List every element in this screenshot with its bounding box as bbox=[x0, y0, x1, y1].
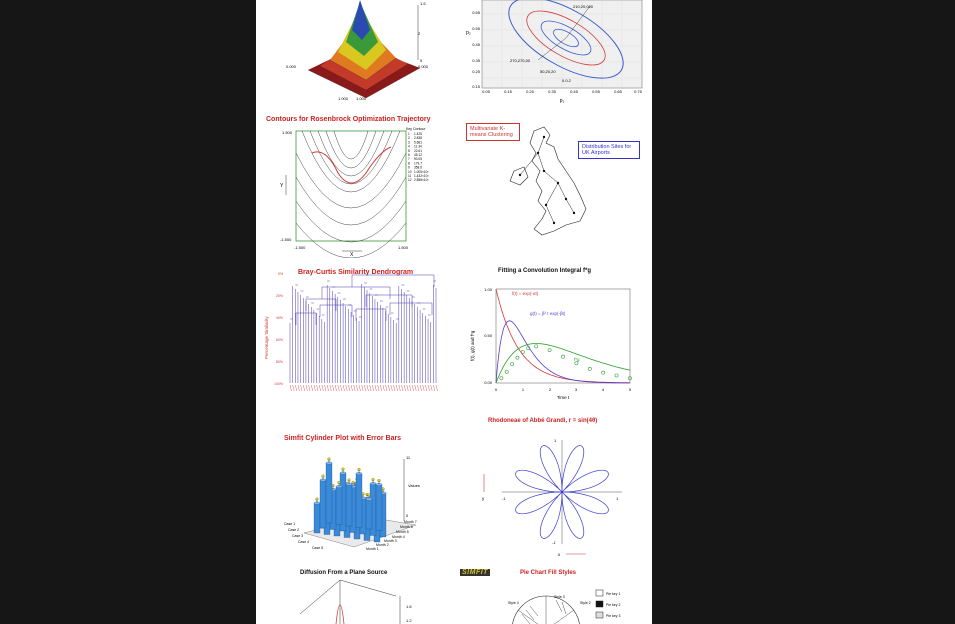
dendrogram-y-label: Percentage Similarity bbox=[264, 316, 269, 359]
rosenbrock-y-tick: -1.500 bbox=[280, 237, 292, 242]
dendrogram-y-tick: 100% bbox=[274, 382, 283, 386]
cylinder-bar bbox=[336, 487, 342, 525]
convolution-chart bbox=[462, 265, 652, 415]
dendrogram-leaf-label bbox=[311, 385, 313, 391]
diffusion-z-tick: 1.2 bbox=[406, 618, 412, 623]
cylinder-case-label: Case 3 bbox=[292, 534, 304, 538]
rosenbrock-key-value: 22.61 bbox=[414, 148, 422, 153]
rhodoneae-y-tick: -1 bbox=[552, 540, 556, 545]
rosenbrock-key-index: 6 bbox=[408, 153, 410, 157]
convolution-x-label: Time t bbox=[556, 395, 570, 400]
dendrogram-leaf-label bbox=[364, 385, 366, 391]
rosenbrock-key-value: 2.858×10³ bbox=[414, 178, 429, 183]
pie-title: Pie Chart Fill Styles bbox=[520, 570, 577, 576]
dendrogram-leaf-label bbox=[354, 385, 356, 391]
rosenbrock-title: Contours for Rosenbrock Optimization Trajectory bbox=[266, 116, 431, 123]
cylinder-month-label: Month 7 bbox=[404, 520, 417, 524]
rosenbrock-key-index: 10 bbox=[408, 169, 412, 174]
pie-legend-label: Pie key 2 bbox=[606, 603, 621, 607]
convolution-data-point bbox=[500, 377, 503, 380]
convolution-data-point bbox=[575, 362, 578, 365]
dendrogram-leaf-label bbox=[293, 385, 295, 391]
convolution-x-tick: 4 bbox=[601, 387, 605, 392]
rhodoneae-panel bbox=[462, 412, 652, 562]
cylinder-case-label: Case 1 bbox=[284, 522, 296, 526]
dendrogram-leaf-label bbox=[317, 385, 319, 391]
dendrogram-leaf-label bbox=[306, 385, 308, 391]
surface-x-label: 1.000 bbox=[356, 96, 367, 101]
cylinder-z-tick: 11 bbox=[406, 455, 411, 460]
convolution-legend-fg: f*g bbox=[574, 357, 580, 362]
convolution-legend-g: g(t) = β² t exp(-βt) bbox=[530, 311, 566, 316]
rhodoneae-title: Rhodoneae of Abbé Grandi, r = sin(4θ) bbox=[488, 418, 598, 424]
contour-annotation: 0.0.2 bbox=[562, 78, 571, 83]
dendrogram-leaf-label bbox=[423, 385, 425, 391]
cylinder-month-label: Month 5 bbox=[396, 530, 409, 534]
convolution-data-point bbox=[602, 371, 605, 374]
contour-x-tick: 0.05 bbox=[482, 89, 490, 94]
convolution-data-point bbox=[615, 374, 618, 377]
dendrogram-leaf-label bbox=[407, 385, 409, 391]
pie-style-label: Style 2 bbox=[580, 601, 591, 605]
dendrogram-leaf-label bbox=[343, 385, 345, 391]
surface-z-label: 2 bbox=[418, 31, 421, 36]
dendrogram-y-tick: 0% bbox=[278, 272, 284, 276]
dendrogram-leaf-label bbox=[431, 385, 433, 391]
dendrogram-leaf-label bbox=[396, 385, 398, 391]
dendrogram-leaf-label bbox=[356, 385, 358, 391]
dendrogram-leaf-label bbox=[417, 385, 419, 391]
cylinder-month-label: Month 2 bbox=[376, 543, 389, 547]
diffusion-panel bbox=[256, 566, 456, 624]
contour-x-tick: 0.15 bbox=[504, 89, 512, 94]
surface-z-label: 1.5 bbox=[420, 1, 426, 6]
rosenbrock-key-index: 12 bbox=[408, 178, 412, 183]
contour-y-tick: 0.65 bbox=[472, 10, 480, 15]
convolution-x-tick: 3 bbox=[574, 387, 578, 392]
dendrogram-leaf-label bbox=[428, 385, 430, 391]
convolution-data-point bbox=[505, 370, 508, 373]
contour-y-tick: 0.55 bbox=[472, 26, 480, 31]
rosenbrock-key-value: 179.7 bbox=[414, 161, 422, 166]
dendrogram-title: Bray-Curtis Similarity Dendrogram bbox=[298, 269, 414, 276]
rosenbrock-key-index: 9 bbox=[408, 165, 410, 170]
rosenbrock-x-tick: -1.500 bbox=[294, 245, 306, 250]
dendrogram-leaf-label bbox=[415, 385, 417, 391]
dendrogram-leaf-label bbox=[378, 385, 380, 391]
cylinder-case-label: Case 5 bbox=[312, 546, 324, 550]
dendrogram-leaf-label bbox=[436, 385, 438, 391]
dendrogram-leaf-label bbox=[370, 385, 372, 391]
cylinder-bar bbox=[356, 474, 362, 528]
dendrogram-leaf-label bbox=[375, 385, 377, 391]
pie-legend-label: Pie key 1 bbox=[606, 592, 621, 596]
probability-contour-panel bbox=[458, 0, 652, 105]
cylinder-bar bbox=[366, 499, 372, 529]
rosenbrock-key-value: 1.425 bbox=[414, 132, 422, 136]
probability-contour-plot bbox=[458, 0, 652, 105]
dendrogram-leaf-label bbox=[348, 385, 350, 391]
contour-x-tick: 0.25 bbox=[526, 89, 534, 94]
convolution-y-label: f(t), g(t) and f*g bbox=[470, 330, 475, 361]
cylinder-month-label: Month 1 bbox=[366, 547, 379, 551]
rosenbrock-key-value: 45.12 bbox=[414, 153, 422, 157]
dendrogram-leaf-label bbox=[290, 385, 292, 391]
rosenbrock-key-value: 1.005×10³ bbox=[414, 169, 429, 174]
convolution-y-tick: 1.00 bbox=[484, 287, 492, 292]
rosenbrock-x-tick: 1.500 bbox=[398, 245, 409, 250]
pie-panel bbox=[456, 566, 652, 624]
cylinder-plot bbox=[256, 425, 456, 565]
figure-gallery-sheet bbox=[256, 0, 652, 624]
dendrogram-leaf-label bbox=[399, 385, 401, 391]
rosenbrock-key-value: 358.6 bbox=[414, 165, 422, 170]
rosenbrock-key-index: 7 bbox=[408, 157, 410, 162]
rosenbrock-key-index: 5 bbox=[408, 148, 410, 153]
convolution-data-point bbox=[521, 350, 524, 353]
dendrogram-leaf-label bbox=[332, 385, 334, 391]
dendrogram-leaf-label bbox=[340, 385, 342, 391]
cylinder-month-label: Month 6 bbox=[400, 525, 413, 529]
dendrogram-leaf-label bbox=[412, 385, 414, 391]
convolution-x-tick: 5 bbox=[628, 387, 632, 392]
rhodoneae-x-label: x bbox=[558, 552, 561, 557]
dendrogram-leaf-label bbox=[388, 385, 390, 391]
rosenbrock-key-index: 8 bbox=[408, 161, 410, 166]
convolution-x-tick: 1 bbox=[521, 387, 525, 392]
dendrogram-panel bbox=[256, 265, 456, 415]
convolution-data-point bbox=[588, 367, 591, 370]
cylinder-bar bbox=[346, 484, 352, 526]
convolution-y-tick: 0.00 bbox=[484, 380, 492, 385]
diffusion-title: Diffusion From a Plane Source bbox=[300, 570, 388, 576]
convolution-series-line bbox=[496, 321, 630, 383]
rosenbrock-plot bbox=[256, 113, 456, 258]
dendrogram-leaf-label bbox=[325, 385, 327, 391]
contour-annotation: 50,20,20 bbox=[540, 69, 556, 74]
dendrogram-leaf-label bbox=[401, 385, 403, 391]
dendrogram-leaf-label bbox=[314, 385, 316, 391]
dendrogram-leaf-label bbox=[351, 385, 353, 391]
dendrogram-leaf-label bbox=[391, 385, 393, 391]
contour-y-tick: 0.25 bbox=[472, 69, 480, 74]
dendrogram-leaf-label bbox=[394, 385, 396, 391]
cylinder-bar bbox=[376, 485, 382, 531]
contour-annotation: 270,270,00 bbox=[510, 58, 531, 63]
dendrogram-leaf-label bbox=[362, 385, 364, 391]
rhodoneae-x-tick: 1 bbox=[616, 496, 619, 501]
convolution-data-point bbox=[535, 345, 538, 348]
convolution-title: Fitting a Convolution Integral f*g bbox=[498, 268, 591, 274]
rosenbrock-key-index: 1 bbox=[408, 132, 410, 136]
convolution-x-tick: 0 bbox=[494, 387, 498, 392]
convolution-data-point bbox=[516, 356, 519, 359]
dendrogram-leaf-label bbox=[327, 385, 329, 391]
contour-x-tick: 0.75 bbox=[634, 89, 642, 94]
cylinder-bar bbox=[326, 463, 332, 523]
rosenbrock-key-value: 1.432×10³ bbox=[414, 174, 429, 178]
contour-x-tick: 0.55 bbox=[592, 89, 600, 94]
dendrogram-leaf-label bbox=[383, 385, 385, 391]
contour-x-axis-label: p₁ bbox=[559, 98, 565, 104]
convolution-x-tick: 2 bbox=[548, 387, 552, 392]
dendrogram-leaf-label bbox=[420, 385, 422, 391]
rosenbrock-key-title: Key Contour bbox=[406, 127, 426, 131]
dendrogram-y-tick: 60% bbox=[276, 338, 284, 342]
pie-legend-label: Pie key 3 bbox=[606, 614, 621, 618]
surface-x-label: 0.000 bbox=[286, 64, 297, 69]
dendrogram-y-tick: 80% bbox=[276, 360, 284, 364]
surface-x-label: 1.000 bbox=[338, 96, 349, 101]
dendrogram-y-tick: 40% bbox=[276, 316, 284, 320]
convolution-series-line bbox=[496, 289, 630, 383]
rhodoneae-y-label: y bbox=[482, 496, 485, 501]
dendrogram-leaf-label bbox=[330, 385, 332, 391]
rosenbrock-y-tick: 1.500 bbox=[282, 130, 293, 135]
dendrogram-leaf-label bbox=[298, 385, 300, 391]
dendrogram-leaf-label bbox=[338, 385, 340, 391]
convolution-data-point bbox=[548, 349, 551, 352]
surface-y-label: 0.000 bbox=[418, 64, 429, 69]
kmeans-label: Multivariate K-means Clustering bbox=[466, 123, 520, 141]
rosenbrock-panel bbox=[256, 113, 456, 258]
dendrogram-plot bbox=[256, 265, 456, 415]
rosenbrock-key-value: 2.838 bbox=[414, 136, 422, 141]
rosenbrock-key-value: 90.05 bbox=[414, 157, 422, 162]
contour-x-tick: 0.35 bbox=[548, 89, 556, 94]
dendrogram-leaf-label bbox=[322, 385, 324, 391]
contour-y-axis-label: p₂ bbox=[466, 30, 471, 36]
surface-plot-panel bbox=[268, 0, 448, 105]
dendrogram-leaf-label bbox=[433, 385, 435, 391]
cylinder-case-label: Case 4 bbox=[298, 540, 310, 544]
pie-chart bbox=[456, 566, 652, 624]
dendrogram-leaf-label bbox=[359, 385, 361, 391]
diffusion-z-tick: 1.6 bbox=[406, 604, 412, 609]
convolution-panel bbox=[462, 265, 652, 415]
cylinder-month-label: Month 3 bbox=[384, 539, 397, 543]
dendrogram-leaf-label bbox=[295, 385, 297, 391]
dendrogram-leaf-label bbox=[301, 385, 303, 391]
cylinder-title: Simfit Cylinder Plot with Error Bars bbox=[284, 435, 402, 442]
dendrogram-leaf-label bbox=[335, 385, 337, 391]
cylinder-month-label: Month 4 bbox=[392, 535, 405, 539]
cylinder-bar bbox=[314, 503, 320, 533]
rosenbrock-y-label: Y bbox=[280, 183, 284, 189]
distribution-sites-label: Distribution Sites for UK Airports bbox=[578, 141, 640, 159]
dendrogram-leaf-label bbox=[386, 385, 388, 391]
surface-plot bbox=[268, 0, 448, 105]
contour-y-tick: 0.15 bbox=[472, 84, 480, 89]
dendrogram-leaf-label bbox=[425, 385, 427, 391]
rosenbrock-key-index: 3 bbox=[408, 140, 410, 145]
rosenbrock-key-value: 5.681 bbox=[414, 140, 422, 145]
dendrogram-leaf-label bbox=[404, 385, 406, 391]
convolution-data-point bbox=[510, 363, 513, 366]
dendrogram-leaf-label bbox=[303, 385, 305, 391]
cylinder-panel bbox=[256, 425, 456, 565]
uk-map-panel bbox=[462, 113, 652, 258]
rosenbrock-key-index: 11 bbox=[408, 174, 412, 178]
cylinder-case-label: Case 2 bbox=[288, 528, 300, 532]
diffusion-plot bbox=[256, 566, 456, 624]
dendrogram-leaf-label bbox=[380, 385, 382, 391]
rhodoneae-chart bbox=[462, 412, 652, 562]
rosenbrock-key-index: 4 bbox=[408, 144, 410, 149]
contour-y-tick: 0.35 bbox=[472, 58, 480, 63]
rosenbrock-key-index: 2 bbox=[408, 136, 410, 141]
pie-style-label: Style 3 bbox=[554, 595, 565, 599]
dendrogram-leaf-label bbox=[367, 385, 369, 391]
simfit-logo: SIMFIT bbox=[462, 569, 488, 576]
contour-y-tick: 0.45 bbox=[472, 42, 480, 47]
dendrogram-leaf-label bbox=[309, 385, 311, 391]
convolution-y-tick: 0.50 bbox=[484, 333, 492, 338]
cylinder-z-tick: 0 bbox=[406, 513, 409, 518]
rhodoneae-x-tick: -1 bbox=[502, 496, 506, 501]
dendrogram-leaf-label bbox=[319, 385, 321, 391]
cylinder-z-label: Values bbox=[408, 483, 420, 488]
surface-y-label: 5 bbox=[420, 58, 423, 63]
rhodoneae-y-tick: 1 bbox=[554, 438, 557, 443]
contour-annotation: 210,20,020 bbox=[573, 4, 594, 9]
dendrogram-leaf-label bbox=[372, 385, 374, 391]
convolution-legend-f: f(t) = exp(-αt) bbox=[512, 291, 539, 296]
rosenbrock-x-label: X bbox=[350, 252, 354, 258]
cylinder-bar bbox=[320, 480, 326, 528]
dendrogram-leaf-label bbox=[409, 385, 411, 391]
convolution-data-point bbox=[561, 355, 564, 358]
contour-x-tick: 0.45 bbox=[570, 89, 578, 94]
pie-style-label: Style 4 bbox=[508, 601, 519, 605]
contour-x-tick: 0.65 bbox=[614, 89, 622, 94]
rosenbrock-key-value: 11.34 bbox=[414, 144, 422, 149]
dendrogram-y-tick: 20% bbox=[276, 294, 284, 298]
dendrogram-leaf-label bbox=[346, 385, 348, 391]
